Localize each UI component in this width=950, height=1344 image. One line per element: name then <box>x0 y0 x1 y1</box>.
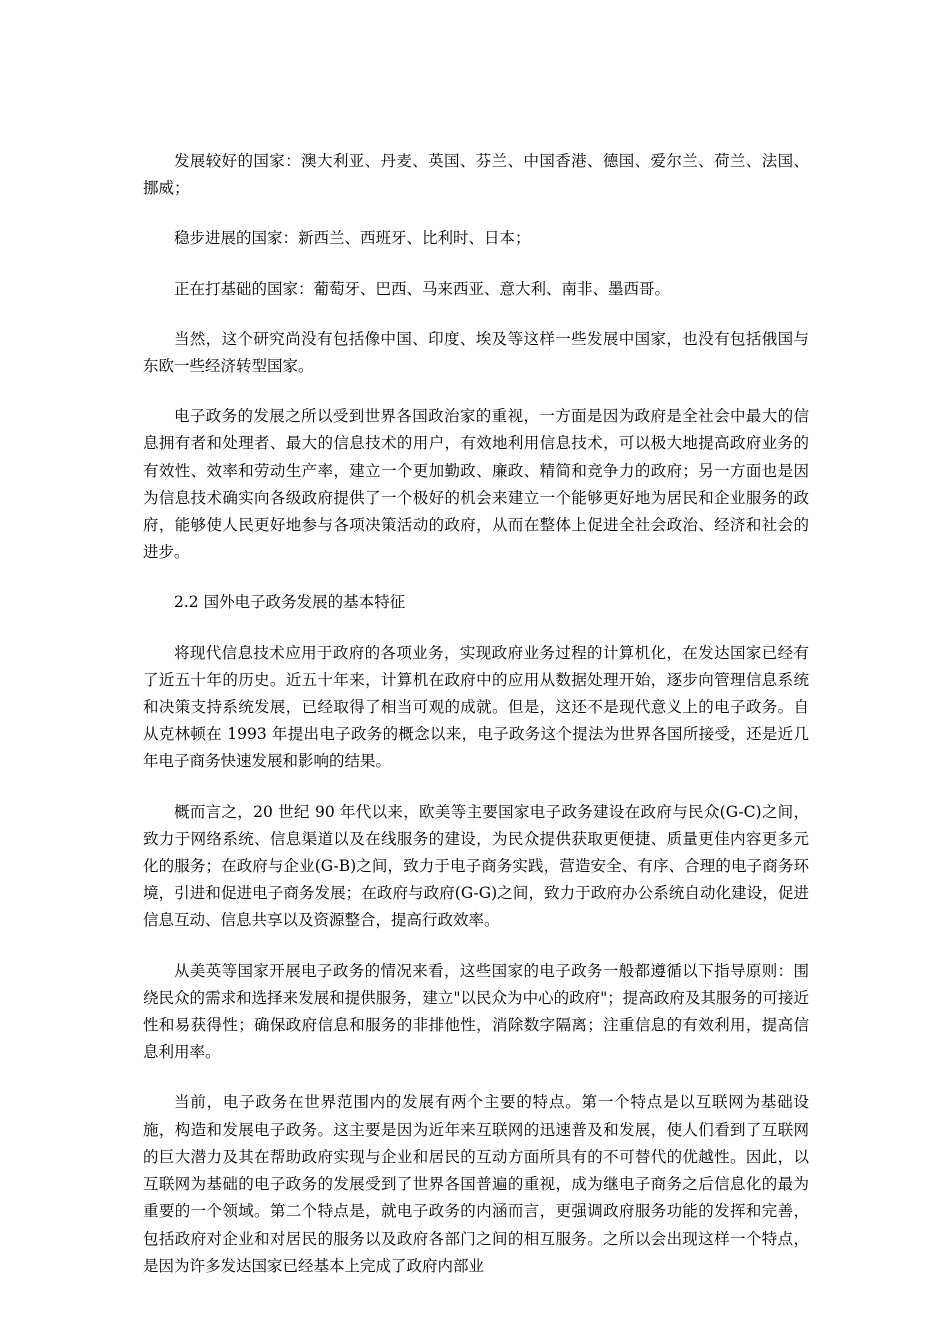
paragraph-current-features: 当前，电子政务在世界范围内的发展有两个主要的特点。第一个特点是以互联网为基础设施，构造和发展电子政务。这主要是因为近年来互联网的迅速普及和发展，使人们看到了互联网的巨大潜力及其在帮助政府实现与企业和居民的互动方面所具有的不可替代的优越性。因此，以互联网为基础的电子政务的发展受到了世界各国普遍的重视，成为继电子商务之后信息化的最为重要的一个领域。第二个特点是，就电子政务的内涵而言，更强调政府服务功能的发挥和完善，包括政府对企业和对居民的服务以及政府各部门之间的相互服务。之所以会出现这样一个特点，是因为许多发达国家已经基本上完成了政府内部业 <box>143 1093 809 1275</box>
paragraph-principles: 从美英等国家开展电子政务的情况来看，这些国家的电子政务一般都遵循以下指导原则：围绕民众的需求和选择来发展和提供服务，建立"以民众为中心的政府"；提高政府及其服务的可接近性和易获得性；确保政府信息和服务的非排他性，消除数字隔离；注重信息的有效利用，提高信息利用率。 <box>143 961 809 1062</box>
paragraph-steady-progress-countries: 稳步进展的国家：新西兰、西班牙、比利时、日本； <box>174 229 531 248</box>
paragraph-foundation-countries: 正在打基础的国家：葡萄牙、巴西、马来西亚、意大利、南非、墨西哥。 <box>174 279 671 298</box>
paragraph-developed-countries: 发展较好的国家：澳大利亚、丹麦、英国、芬兰、中国香港、德国、爱尔兰、荷兰、法国、挪威； <box>143 152 809 198</box>
paragraph-summary-1990s: 概而言之，20 世纪 90 年代以来，欧美等主要国家电子政务建设在政府与民众(G-C)之间，致力于网络系统、信息渠道以及在线服务的建设，为民众提供获取更便捷、质量更佳内容更多元化的服务；在政府与企业(G-B)之间，致力于电子商务实践，营造安全、有序、合理的电子商务环境，引进和促进电子商务发展；在政府与政府(G-G)之间，致力于政府办公系统自动化建设，促进信息互动、信息共享以及资源整合，提高行政效率。 <box>143 802 809 930</box>
section-heading: 2.2 国外电子政务发展的基本特征 <box>174 593 406 612</box>
paragraph-history: 将现代信息技术应用于政府的各项业务，实现政府业务过程的计算机化，在发达国家已经有了近五十年的历史。近五十年来，计算机在政府中的应用从数据处理开始，逐步向管理信息系统和决策支持系统发展，已经取得了相当可观的成就。但是，这还不是现代意义上的电子政务。自从克林顿在 1993 年提出电子政务的概念以来，电子政务这个提法为世界各国所接受，还是近几年电子商务快速发展和影响的结果。 <box>143 643 809 771</box>
document-page <box>143 148 809 1303</box>
paragraph-importance: 电子政务的发展之所以受到世界各国政治家的重视，一方面是因为政府是全社会中最大的信息拥有者和处理者、最大的信息技术的用户，有效地利用信息技术，可以极大地提高政府业务的有效性、效率和劳动生产率，建立一个更加勤政、廉政、精简和竞争力的政府；另一方面也是因为信息技术确实向各级政府提供了一个极好的机会来建立一个能够更好地为居民和企业服务的政府，能够使人民更好地参与各项决策活动的政府，从而在整体上促进全社会政治、经济和社会的进步。 <box>143 407 809 562</box>
paragraph-research-scope: 当然，这个研究尚没有包括像中国、印度、埃及等这样一些发展中国家，也没有包括俄国与东欧一些经济转型国家。 <box>143 329 809 376</box>
